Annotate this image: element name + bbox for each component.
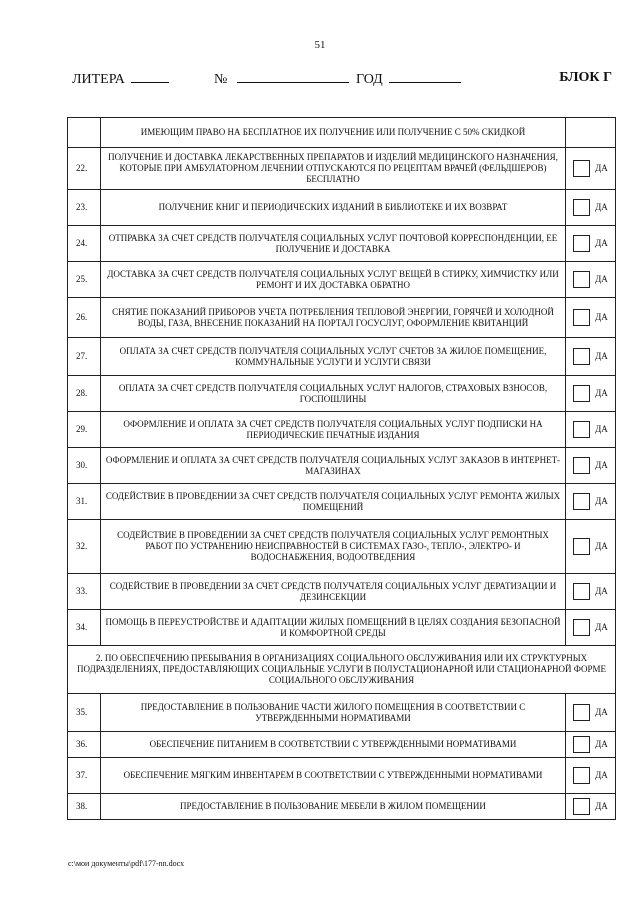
service-description: ПРЕДОСТАВЛЕНИЕ В ПОЛЬЗОВАНИЕ ЧАСТИ ЖИЛОГО ПОМЕЩЕНИЯ В СООТВЕТСТВИИ С УТВЕРЖДЕННЫМИ НОРМАТИВАМИ	[101, 694, 566, 732]
table-row	[68, 412, 616, 448]
row-number: 22.	[68, 148, 101, 190]
yes-checkbox[interactable]	[573, 493, 590, 510]
yes-label: ДА	[595, 496, 608, 507]
yes-label: ДА	[595, 388, 608, 399]
yes-checkbox[interactable]	[573, 385, 590, 402]
answer-cell	[566, 574, 616, 610]
service-description: ПОЛУЧЕНИЕ КНИГ И ПЕРИОДИЧЕСКИХ ИЗДАНИЙ В БИБЛИОТЕКЕ И ИХ ВОЗВРАТ	[101, 190, 566, 226]
yes-label: ДА	[595, 238, 608, 249]
row-number: 33.	[68, 574, 101, 610]
row-number: 24.	[68, 226, 101, 262]
services-table	[67, 117, 616, 820]
yes-checkbox[interactable]	[573, 619, 590, 636]
table-row	[68, 484, 616, 520]
num-cell	[68, 118, 101, 148]
answer-cell	[566, 448, 616, 484]
answer-cell	[566, 118, 616, 148]
yes-label: ДА	[595, 707, 608, 718]
service-description: ОФОРМЛЕНИЕ И ОПЛАТА ЗА СЧЕТ СРЕДСТВ ПОЛУЧАТЕЛЯ СОЦИАЛЬНЫХ УСЛУГ ЗАКАЗОВ В ИНТЕРНЕТ-МАГАЗИНАХ	[101, 448, 566, 484]
footer-path: c:\мои документы\pdf\177-nn.docx	[68, 859, 185, 868]
table-row	[68, 520, 616, 574]
answer-cell	[566, 610, 616, 646]
yes-label: ДА	[595, 739, 608, 750]
answer-cell	[566, 262, 616, 298]
table-row	[68, 448, 616, 484]
year-label: ГОД	[356, 72, 383, 87]
row-number: 28.	[68, 376, 101, 412]
answer-cell	[566, 732, 616, 758]
yes-checkbox[interactable]	[573, 798, 590, 815]
row-number: 37.	[68, 758, 101, 794]
yes-checkbox[interactable]	[573, 199, 590, 216]
section-2-heading: 2. ПО ОБЕСПЕЧЕНИЮ ПРЕБЫВАНИЯ В ОРГАНИЗАЦИЯХ СОЦИАЛЬНОГО ОБСЛУЖИВАНИЯ ИЛИ ИХ СТРУКТУРНЫХ ПОДРАЗДЕЛЕНИЯХ, ПРЕДОСТАВЛЯЮЩИХ СОЦИАЛЬНЫЕ УСЛУГИ В ПОЛУСТАЦИОНАРНОЙ ИЛИ СТАЦИОНАРНОЙ ФОРМЕ СОЦИАЛЬНОГО ОБСЛУЖИВАНИЯ	[68, 646, 616, 694]
yes-label: ДА	[595, 202, 608, 213]
row-number: 26.	[68, 298, 101, 338]
yes-label: ДА	[595, 541, 608, 552]
yes-checkbox[interactable]	[573, 704, 590, 721]
table-row	[68, 226, 616, 262]
table-row	[68, 298, 616, 338]
yes-label: ДА	[595, 770, 608, 781]
yes-checkbox[interactable]	[573, 160, 590, 177]
yes-label: ДА	[595, 586, 608, 597]
yes-checkbox[interactable]	[573, 309, 590, 326]
table-row	[68, 190, 616, 226]
row-number: 32.	[68, 520, 101, 574]
row-number: 30.	[68, 448, 101, 484]
answer-cell	[566, 694, 616, 732]
row-number: 34.	[68, 610, 101, 646]
answer-cell	[566, 412, 616, 448]
service-description: ОБЕСПЕЧЕНИЕ МЯГКИМ ИНВЕНТАРЕМ В СООТВЕТСТВИИ С УТВЕРЖДЕННЫМИ НОРМАТИВАМИ	[101, 758, 566, 794]
top-text-cell: ИМЕЮЩИМ ПРАВО НА БЕСПЛАТНОЕ ИХ ПОЛУЧЕНИЕ ИЛИ ПОЛУЧЕНИЕ С 50% СКИДКОЙ	[101, 118, 566, 148]
service-description: ДОСТАВКА ЗА СЧЕТ СРЕДСТВ ПОЛУЧАТЕЛЯ СОЦИАЛЬНЫХ УСЛУГ ВЕЩЕЙ В СТИРКУ, ХИМЧИСТКУ ИЛИ РЕМОНТ И ИХ ДОСТАВКА ОБРАТНО	[101, 262, 566, 298]
table-row	[68, 794, 616, 820]
table-row	[68, 758, 616, 794]
answer-cell	[566, 794, 616, 820]
yes-checkbox[interactable]	[573, 457, 590, 474]
table-row	[68, 262, 616, 298]
yes-label: ДА	[595, 424, 608, 435]
service-description: СОДЕЙСТВИЕ В ПРОВЕДЕНИИ ЗА СЧЕТ СРЕДСТВ ПОЛУЧАТЕЛЯ СОЦИАЛЬНЫХ УСЛУГ ДЕРАТИЗАЦИИ И ДЕЗИНСЕКЦИИ	[101, 574, 566, 610]
answer-cell	[566, 484, 616, 520]
yes-checkbox[interactable]	[573, 348, 590, 365]
row-number: 23.	[68, 190, 101, 226]
yes-label: ДА	[595, 351, 608, 362]
row-number: 25.	[68, 262, 101, 298]
row-number: 35.	[68, 694, 101, 732]
table-row	[68, 732, 616, 758]
yes-label: ДА	[595, 312, 608, 323]
yes-checkbox[interactable]	[573, 421, 590, 438]
yes-checkbox[interactable]	[573, 271, 590, 288]
answer-cell	[566, 226, 616, 262]
yes-label: ДА	[595, 274, 608, 285]
table-row	[68, 376, 616, 412]
service-description: СОДЕЙСТВИЕ В ПРОВЕДЕНИИ ЗА СЧЕТ СРЕДСТВ ПОЛУЧАТЕЛЯ СОЦИАЛЬНЫХ УСЛУГ РЕМОНТНЫХ РАБОТ ПО УСТРАНЕНИЮ НЕИСПРАВНОСТЕЙ В СИСТЕМАХ ГАЗО-, ТЕПЛО-, ЭЛЕКТРО- И ВОДОСНАБЖЕНИЯ, ВОДООТВЕДЕНИЯ	[101, 520, 566, 574]
service-description: ОБЕСПЕЧЕНИЕ ПИТАНИЕМ В СООТВЕТСТВИИ С УТВЕРЖДЕННЫМИ НОРМАТИВАМИ	[101, 732, 566, 758]
yes-checkbox[interactable]	[573, 767, 590, 784]
answer-cell	[566, 758, 616, 794]
answer-cell	[566, 190, 616, 226]
number-field[interactable]	[214, 70, 349, 88]
section-heading-row	[68, 646, 616, 694]
table-row	[68, 610, 616, 646]
page-number: 51	[314, 39, 326, 51]
answer-cell	[566, 520, 616, 574]
service-description: ПРЕДОСТАВЛЕНИЕ В ПОЛЬЗОВАНИЕ МЕБЕЛИ В ЖИЛОМ ПОМЕЩЕНИИ	[101, 794, 566, 820]
answer-cell	[566, 298, 616, 338]
table-row	[68, 574, 616, 610]
table-row	[68, 338, 616, 376]
number-label: №	[214, 72, 228, 87]
litera-label: ЛИТЕРА	[72, 72, 125, 87]
service-description: ОТПРАВКА ЗА СЧЕТ СРЕДСТВ ПОЛУЧАТЕЛЯ СОЦИАЛЬНЫХ УСЛУГ ПОЧТОВОЙ КОРРЕСПОНДЕНЦИИ, ЕЕ ПОЛУЧЕНИЕ И ДОСТАВКА	[101, 226, 566, 262]
yes-checkbox[interactable]	[573, 583, 590, 600]
yes-label: ДА	[595, 163, 608, 174]
row-number: 29.	[68, 412, 101, 448]
yes-checkbox[interactable]	[573, 538, 590, 555]
answer-cell	[566, 148, 616, 190]
service-description: ПОМОЩЬ В ПЕРЕУСТРОЙСТВЕ И АДАПТАЦИИ ЖИЛЫХ ПОМЕЩЕНИЙ В ЦЕЛЯХ СОЗДАНИЯ БЕЗОПАСНОЙ И КОМФОРТНОЙ СРЕДЫ	[101, 610, 566, 646]
table-row-header	[68, 118, 616, 148]
yes-label: ДА	[595, 801, 608, 812]
yes-label: ДА	[595, 460, 608, 471]
yes-label: ДА	[595, 622, 608, 633]
answer-cell	[566, 376, 616, 412]
block-label: БЛОК Г	[559, 70, 612, 85]
row-number: 36.	[68, 732, 101, 758]
table-row	[68, 148, 616, 190]
litera-field[interactable]	[72, 70, 169, 88]
service-description: ОПЛАТА ЗА СЧЕТ СРЕДСТВ ПОЛУЧАТЕЛЯ СОЦИАЛЬНЫХ УСЛУГ СЧЕТОВ ЗА ЖИЛОЕ ПОМЕЩЕНИЕ, КОММУНАЛЬНЫЕ УСЛУГИ И УСЛУГИ СВЯЗИ	[101, 338, 566, 376]
form-header	[72, 70, 612, 90]
service-description: СНЯТИЕ ПОКАЗАНИЙ ПРИБОРОВ УЧЕТА ПОТРЕБЛЕНИЯ ТЕПЛОВОЙ ЭНЕРГИИ, ГОРЯЧЕЙ И ХОЛОДНОЙ ВОДЫ, ГАЗА, ВНЕСЕНИЕ ПОКАЗАНИЙ НА ПОРТАЛ ГОСУСЛУГ, ОФОРМЛЕНИЕ КВИТАНЦИЙ	[101, 298, 566, 338]
row-number: 27.	[68, 338, 101, 376]
service-description: ОПЛАТА ЗА СЧЕТ СРЕДСТВ ПОЛУЧАТЕЛЯ СОЦИАЛЬНЫХ УСЛУГ НАЛОГОВ, СТРАХОВЫХ ВЗНОСОВ, ГОСПОШЛИНЫ	[101, 376, 566, 412]
table-row	[68, 694, 616, 732]
service-description: ОФОРМЛЕНИЕ И ОПЛАТА ЗА СЧЕТ СРЕДСТВ ПОЛУЧАТЕЛЯ СОЦИАЛЬНЫХ УСЛУГ ПОДПИСКИ НА ПЕРИОДИЧЕСКИЕ ПЕЧАТНЫЕ ИЗДАНИЯ	[101, 412, 566, 448]
row-number: 31.	[68, 484, 101, 520]
service-description: СОДЕЙСТВИЕ В ПРОВЕДЕНИИ ЗА СЧЕТ СРЕДСТВ ПОЛУЧАТЕЛЯ СОЦИАЛЬНЫХ УСЛУГ РЕМОНТА ЖИЛЫХ ПОМЕЩЕНИЙ	[101, 484, 566, 520]
row-number: 38.	[68, 794, 101, 820]
answer-cell	[566, 338, 616, 376]
yes-checkbox[interactable]	[573, 736, 590, 753]
yes-checkbox[interactable]	[573, 235, 590, 252]
service-description: ПОЛУЧЕНИЕ И ДОСТАВКА ЛЕКАРСТВЕННЫХ ПРЕПАРАТОВ И ИЗДЕЛИЙ МЕДИЦИНСКОГО НАЗНАЧЕНИЯ, КОТОРЫЕ ПРИ АМБУЛАТОРНОМ ЛЕЧЕНИИ ОТПУСКАЮТСЯ ПО РЕЦЕПТАМ ВРАЧЕЙ (ФЕЛЬДШЕРОВ) БЕСПЛАТНО	[101, 148, 566, 190]
year-field[interactable]	[356, 70, 461, 88]
